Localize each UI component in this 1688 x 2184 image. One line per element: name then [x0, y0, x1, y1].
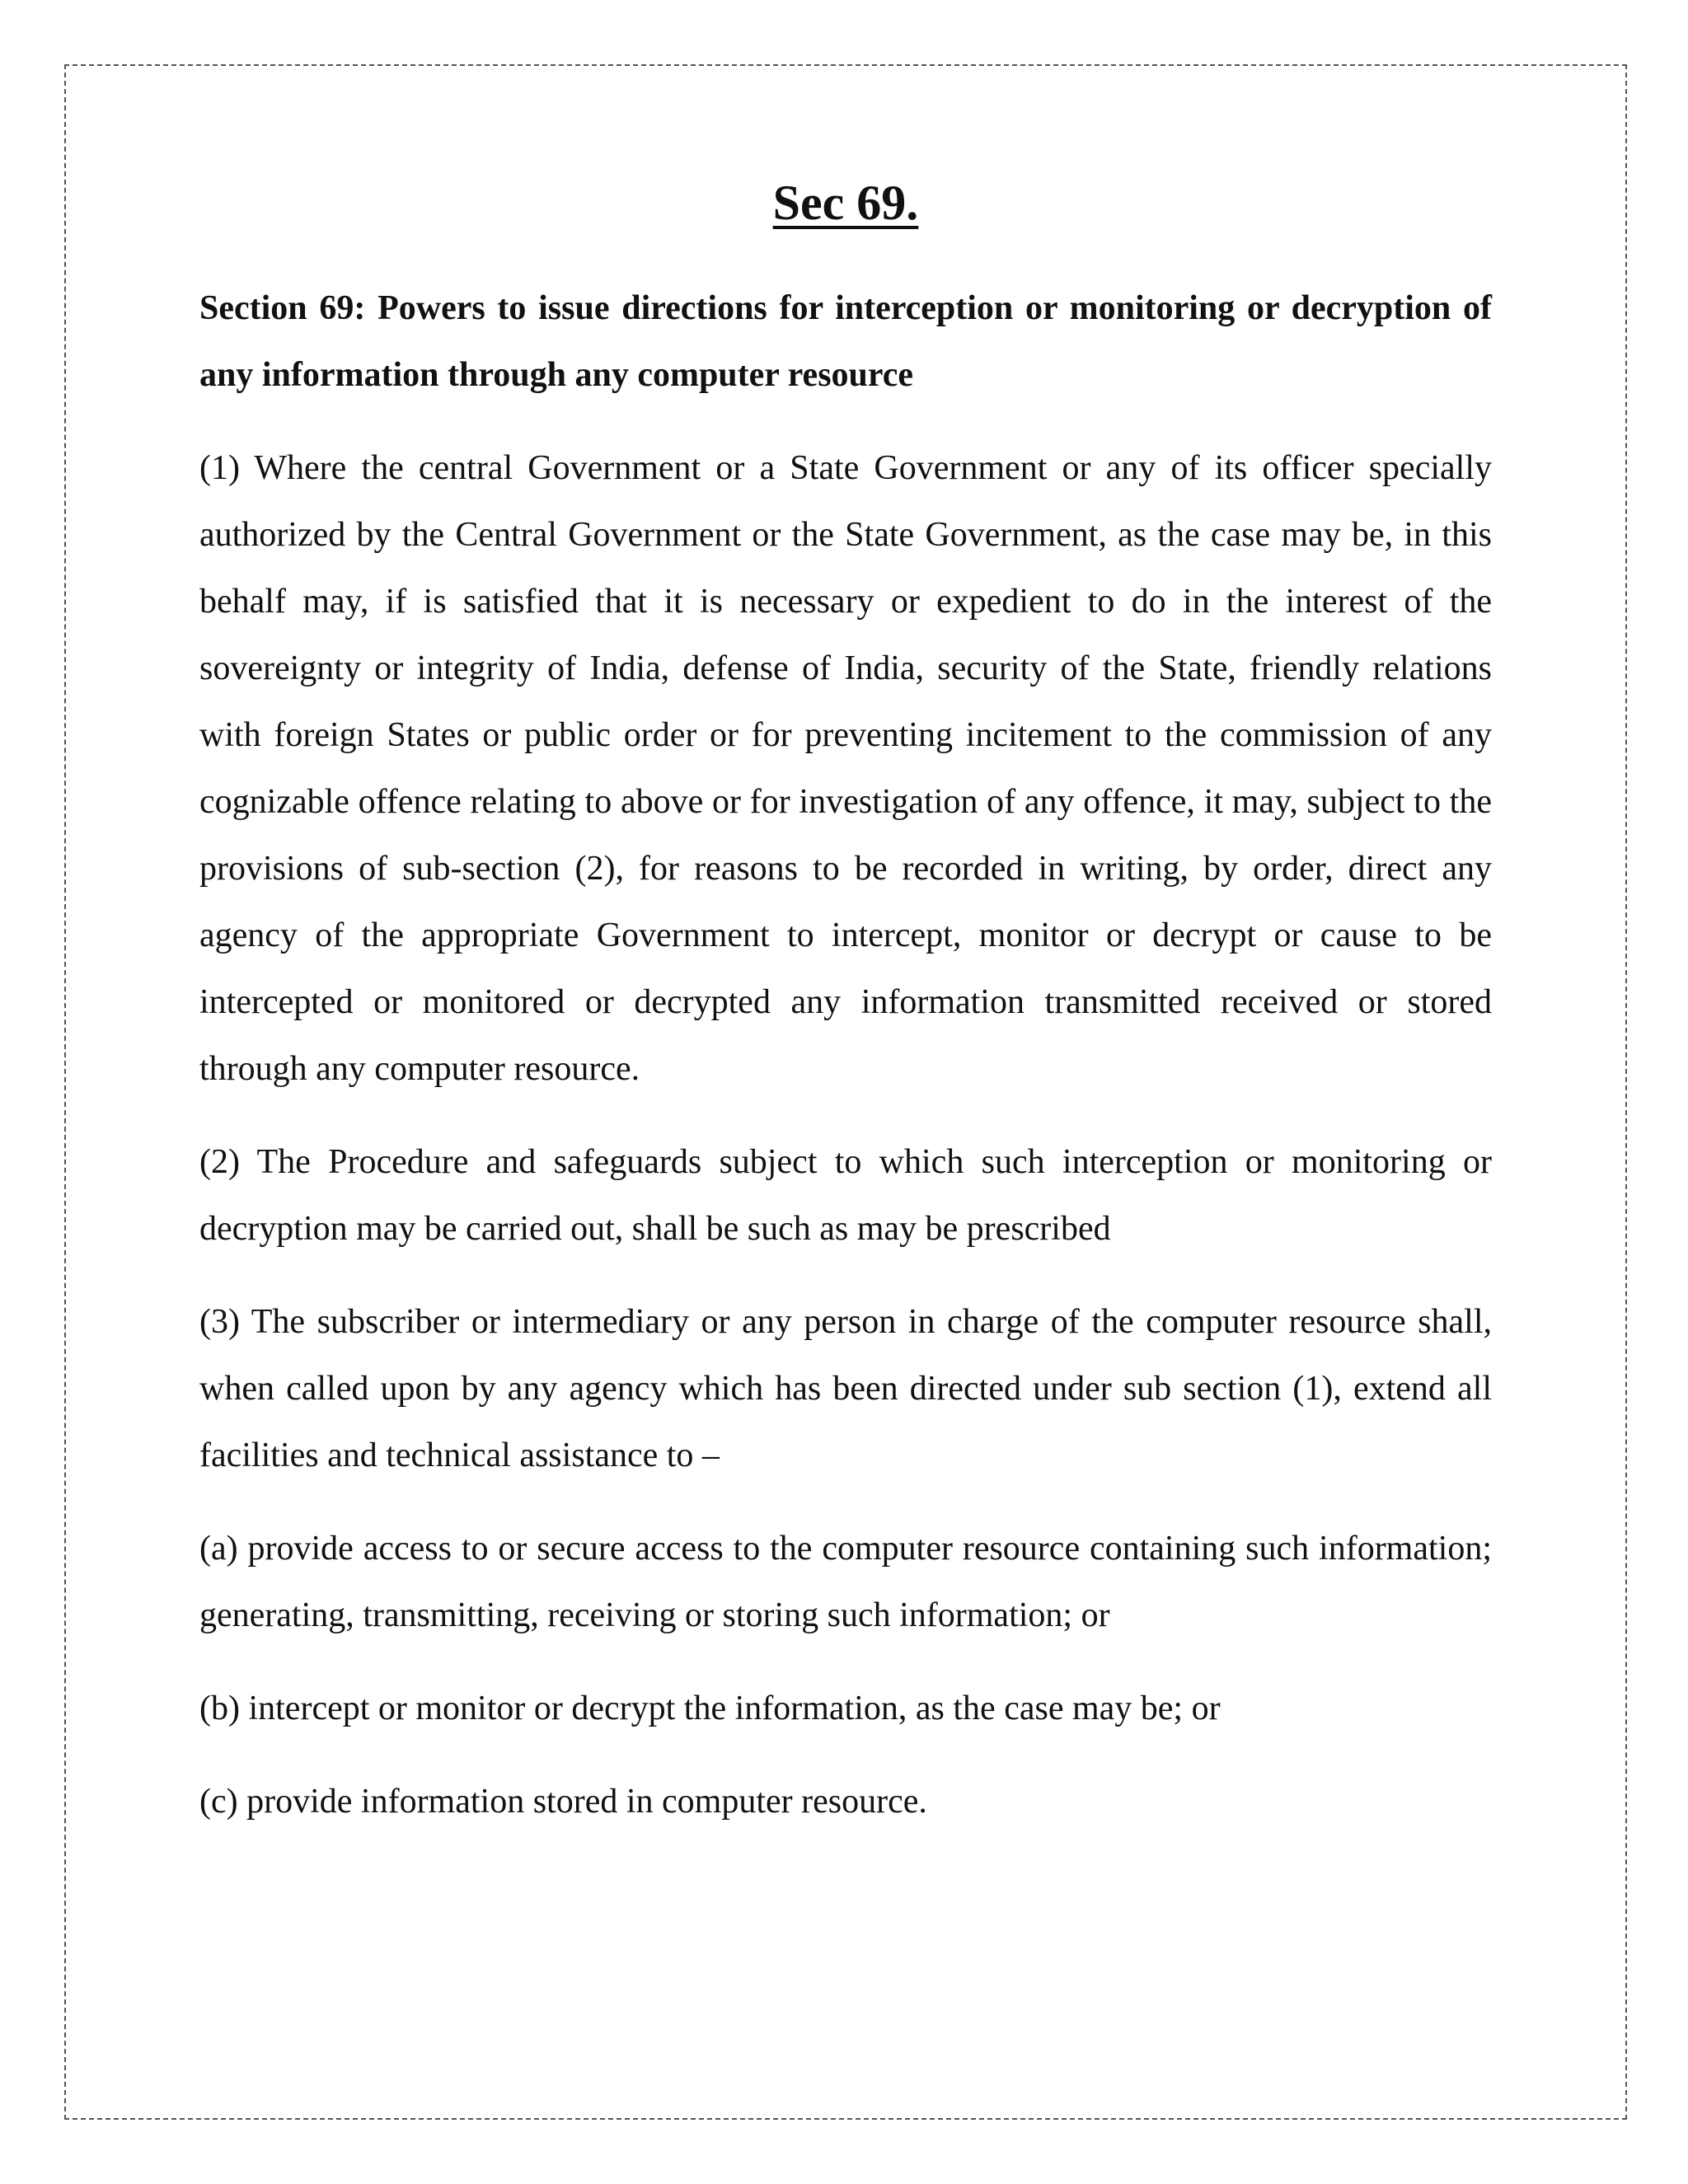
paragraph-sub-section-1: (1) Where the central Government or a State Government or any of its officer specially authorized by the Central Government or the State Government, as the case may be, in this behalf may, if is satisfied that it is necessary or expedient to do in the interest of the sovereignty or integrity of India, defense of India, security of the State, friendly relations with foreign States or public order or for preventing incitement to the commission of any cognizable offence relating to above or for investigation of any offence, it may, subject to the provisions of sub-section (2), for reasons to be recorded in writing, by order, direct any agency of the appropriate Government to intercept, monitor or decrypt or cause to be intercepted or monitored or decrypted any information transmitted received or stored through any computer resource.	[199, 449, 1492, 1088]
paragraph-clause-a: (a) provide access to or secure access to the computer resource containing such information; generating, transmitting, receiving or storing such information; or	[199, 1530, 1492, 1634]
paragraph-clause-c: (c) provide information stored in computer resource.	[199, 1783, 927, 1821]
paragraph-sub-section-3: (3) The subscriber or intermediary or any person in charge of the computer resource shall, when called upon by any agency which has been directed under sub section (1), extend all facilities and technical assistance to –	[199, 1303, 1492, 1474]
section-heading: Section 69: Powers to issue directions for interception or monitoring or decryption of any information through any computer resource	[199, 289, 1492, 394]
paragraph-sub-section-2: (2) The Procedure and safeguards subject to which such interception or monitoring or decryption may be carried out, shall be such as may be prescribed	[199, 1143, 1492, 1248]
document-body	[199, 173, 1492, 1835]
paragraph-clause-b: (b) intercept or monitor or decrypt the information, as the case may be; or	[199, 1690, 1221, 1727]
page-title: Sec 69.	[772, 176, 919, 230]
